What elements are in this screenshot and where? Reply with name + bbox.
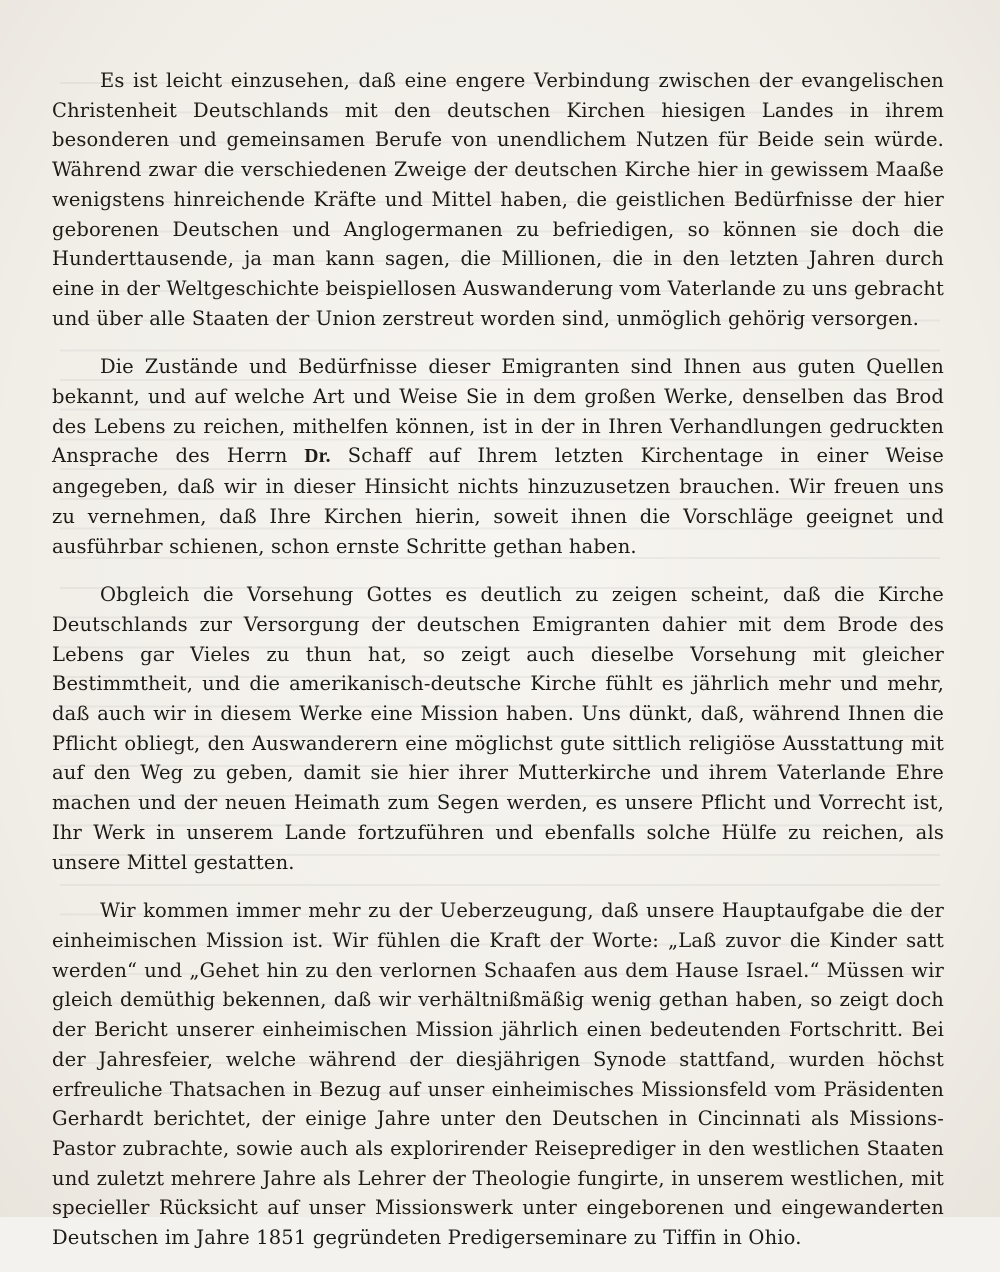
paragraph-3-text: Obgleich die Vorsehung Gottes es deutlich zu zeigen scheint, daß die Kirche Deutschlands zur Versorgung der deutschen Emigranten dahier mit dem Brode des Lebens gar Vieles zu thun hat, so zeigt auch dieselbe Vorsehung mit gleicher Bestimmtheit, und die amerikanisch-deutsche Kirche fühlt es jährlich mehr und mehr, daß auch wir in diesem Werke eine Mission haben. Uns dünkt, daß, während Ihnen die Pflicht obliegt, den Auswanderern eine möglichst gute sittlich religiöse Ausstattung mit auf den Weg zu geben, damit sie hier ihrer Mutterkirche und ihrem Vaterlande Ehre machen und der neuen Heimath zum Segen werden, es unsere Pflicht und Vorrecht ist, Ihr Werk in unserem Lande fortzuführen und ebenfalls solche Hülfe zu reichen, als unsere Mittel gestatten. — [52, 583, 944, 874]
body-text — [52, 66, 944, 1272]
paragraph-3 — [52, 580, 944, 877]
paragraph-2-text-a: Die Zustände und Bedürfnisse dieser Emigranten sind Ihnen aus guten Quellen bekannt, und auf welche Art und Weise Sie in dem großen Werke, denselben das Brod des Lebens zu reichen, mithelfen können, ist in der in Ihren Verhandlungen gedruckten Ansprache des Herrn — [52, 355, 944, 468]
paragraph-4-text: Wir kommen immer mehr zu der Ueberzeugung, daß unsere Hauptaufgabe die der einheimischen Mission ist. Wir fühlen die Kraft der Worte: „Laß zuvor die Kinder satt werden“ und „Gehet hin zu den verlornen Schaafen aus dem Hause Israel.“ Müssen wir gleich demüthig bekennen, daß wir verhältnißmäßig wenig gethan haben, so zeigt doch der Bericht unserer einheimischen Mission jährlich einen bedeutenden Fortschritt. Bei der Jahresfeier, welche während der diesjährigen Synode stattfand, wurden höchst erfreuliche Thatsachen in Bezug auf unser einheimisches Missionsfeld vom Präsidenten Gerhardt berichtet, der einige Jahre unter den Deutschen in Cincinnati als Missions-Pastor zubrachte, sowie auch als explorirender Reiseprediger in den westlichen Staaten und zuletzt mehrere Jahre als Lehrer der Theologie fungirte, in unserem westlichen, mit specieller Rücksicht auf unser Missionswerk unter eingeborenen und eingewanderten Deutschen im Jahre 1851 gegründeten Predigerseminare zu Tiffin in Ohio. — [52, 899, 944, 1250]
paragraph-2-text-b: Schaff auf Ihrem letzten Kirchentage in einer Weise angegeben, daß wir in dieser Hinsicht nichts hinzuzusetzen brauchen. Wir freuen uns zu vernehmen, daß Ihre Kirchen hierin, soweit ihnen die Vorschläge geeignet und ausführbar schienen, schon ernste Schritte gethan haben. — [52, 444, 944, 558]
paragraph-2 — [52, 352, 944, 561]
paragraph-1-text: Es ist leicht einzusehen, daß eine engere Verbindung zwischen der evangelischen Christenheit Deutschlands mit den deutschen Kirchen hiesigen Landes in ihrem besonderen und gemeinsamen Berufe von unendlichem Nutzen für Beide sein würde. Während zwar die verschiedenen Zweige der deutschen Kirche hier in gewissem Maaße wenigstens hinreichende Kräfte und Mittel haben, die geistlichen Bedürfnisse der hier geborenen Deutschen und Anglogermanen zu befriedigen, so können sie doch die Hunderttausende, ja man kann sagen, die Millionen, die in den letzten Jahren durch eine in der Weltgeschichte beispiellosen Auswanderung vom Vaterlande zu uns gebracht und über alle Staaten der Union zerstreut worden sind, unmöglich gehörig versorgen. — [52, 69, 944, 330]
paragraph-1 — [52, 66, 944, 333]
paragraph-4 — [52, 896, 944, 1252]
paragraph-2-title-dr: Dr. — [304, 446, 331, 468]
